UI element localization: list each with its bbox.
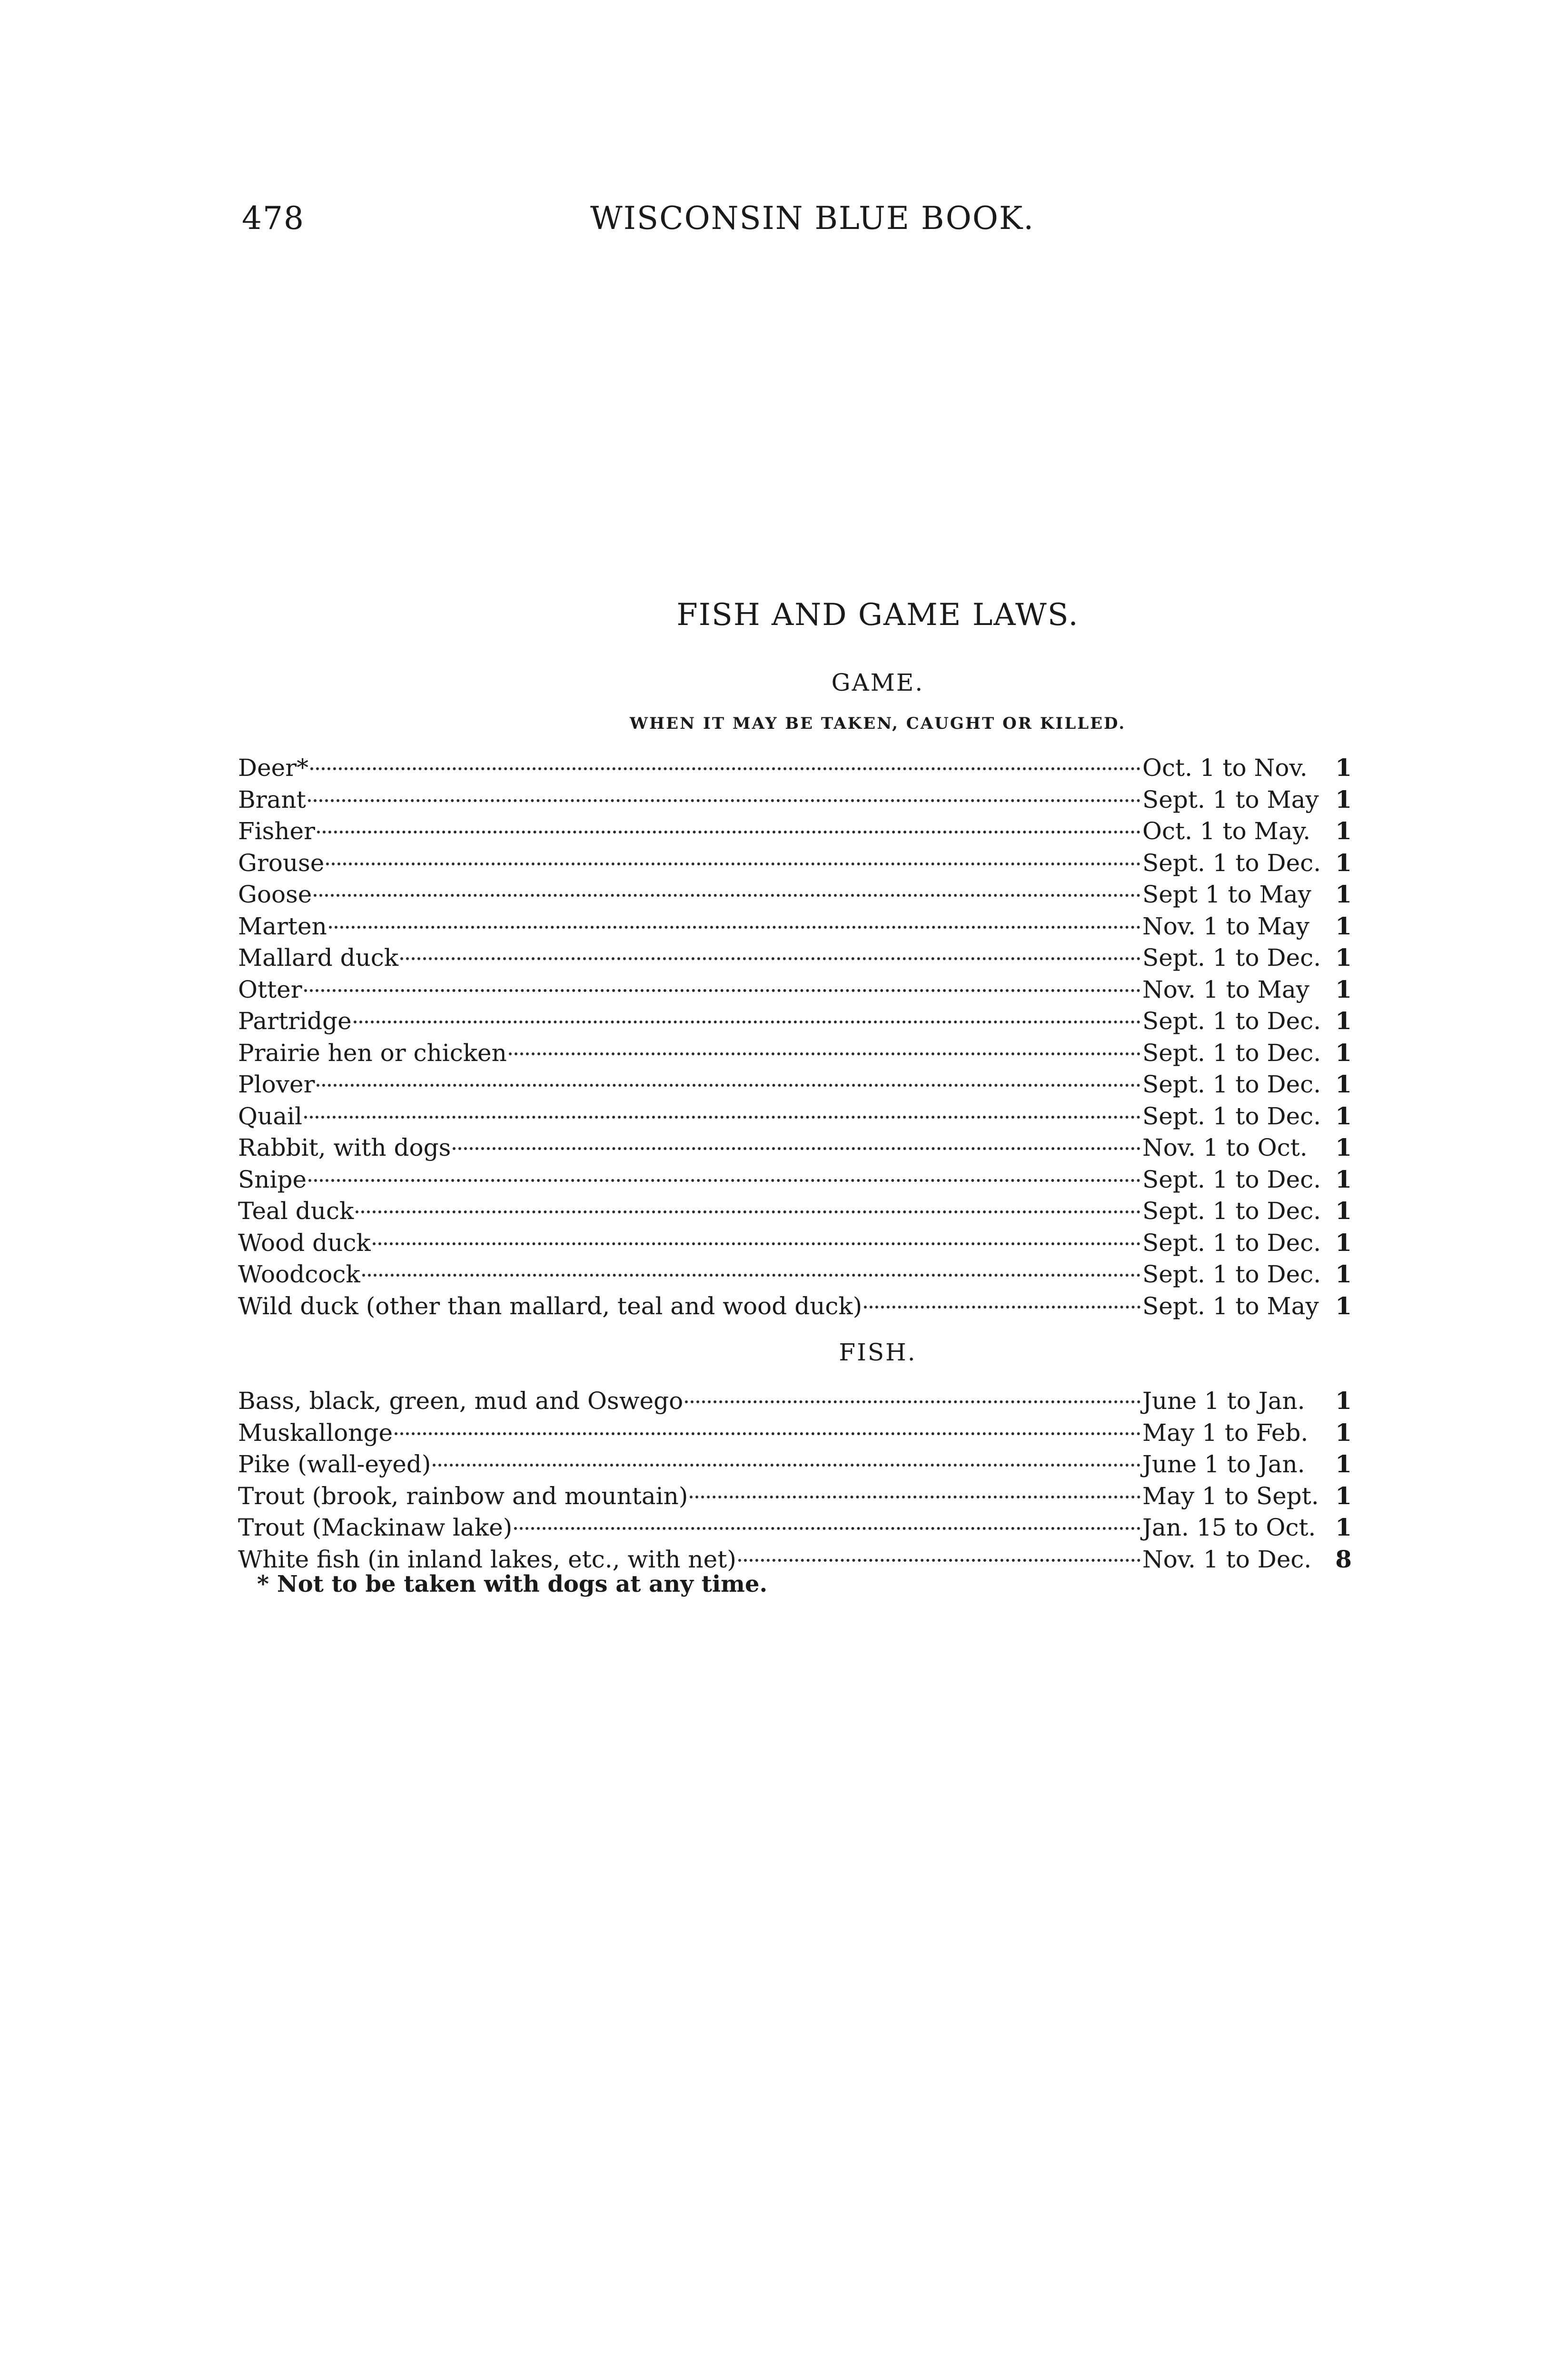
row-number: 1 bbox=[1335, 975, 1352, 1003]
row-season: Sept. 1 to May bbox=[1142, 785, 1319, 813]
row-number: 1 bbox=[1335, 1101, 1352, 1130]
fish-table bbox=[238, 1385, 1352, 1575]
row-number: 1 bbox=[1335, 1481, 1352, 1510]
table-row bbox=[238, 1164, 1352, 1196]
dot-leader bbox=[304, 989, 1140, 992]
dot-leader bbox=[433, 1464, 1140, 1467]
row-name: Deer* bbox=[238, 754, 309, 782]
row-season: Sept. 1 to Dec. bbox=[1142, 1229, 1321, 1257]
table-row bbox=[238, 911, 1352, 942]
row-number: 1 bbox=[1335, 1007, 1352, 1035]
row-name: Quail bbox=[238, 1102, 302, 1130]
dot-leader bbox=[395, 1432, 1140, 1435]
table-row bbox=[238, 815, 1352, 847]
row-number: 8 bbox=[1335, 1545, 1352, 1573]
row-season: Sept. 1 to Dec. bbox=[1142, 1197, 1321, 1225]
table-row bbox=[238, 1385, 1352, 1417]
row-name: Rabbit, with dogs bbox=[238, 1134, 451, 1161]
row-name: Woodcock bbox=[238, 1260, 360, 1288]
row-number: 1 bbox=[1335, 754, 1352, 782]
row-season: Nov. 1 to Dec. bbox=[1142, 1545, 1312, 1573]
dot-leader bbox=[356, 1210, 1140, 1213]
table-row bbox=[238, 1069, 1352, 1101]
row-name: Goose bbox=[238, 881, 312, 908]
row-name: Pike (wall-eyed) bbox=[238, 1450, 431, 1478]
row-season: June 1 to Jan. bbox=[1142, 1450, 1305, 1478]
dot-leader bbox=[310, 767, 1140, 770]
row-name: Brant bbox=[238, 785, 306, 813]
section-title: FISH AND GAME LAWS. bbox=[676, 597, 1079, 633]
row-name: Wild duck (other than mallard, teal and wood duck) bbox=[238, 1292, 862, 1320]
row-number: 1 bbox=[1335, 1070, 1352, 1098]
row-number: 1 bbox=[1335, 1133, 1352, 1161]
table-row bbox=[238, 1512, 1352, 1544]
row-number: 1 bbox=[1335, 1165, 1352, 1193]
row-name: Mallard duck bbox=[238, 944, 399, 972]
row-number: 1 bbox=[1335, 1228, 1352, 1257]
row-name: Snipe bbox=[238, 1165, 307, 1193]
table-row bbox=[238, 784, 1352, 816]
row-name: Wood duck bbox=[238, 1229, 371, 1257]
table-row bbox=[238, 1227, 1352, 1259]
dot-leader bbox=[326, 863, 1140, 865]
table-row bbox=[238, 1037, 1352, 1069]
row-season: May 1 to Feb. bbox=[1142, 1418, 1308, 1447]
game-caption: WHEN IT MAY BE TAKEN, CAUGHT OR KILLED. bbox=[629, 714, 1126, 733]
row-season: Sept. 1 to Dec. bbox=[1142, 1007, 1321, 1035]
dot-leader bbox=[329, 926, 1140, 929]
dot-leader bbox=[453, 1147, 1140, 1150]
dot-leader bbox=[738, 1559, 1140, 1562]
table-row bbox=[238, 1417, 1352, 1449]
dot-leader bbox=[304, 1116, 1140, 1119]
row-number: 1 bbox=[1335, 1038, 1352, 1067]
dot-leader bbox=[314, 894, 1140, 897]
dot-leader bbox=[400, 957, 1140, 960]
row-name: Prairie hen or chicken bbox=[238, 1039, 507, 1067]
row-season: May 1 to Sept. bbox=[1142, 1482, 1319, 1510]
row-season: Oct. 1 to May. bbox=[1142, 817, 1311, 845]
row-number: 1 bbox=[1335, 1291, 1352, 1320]
row-name: Plover bbox=[238, 1071, 315, 1098]
row-season: Sept. 1 to Dec. bbox=[1142, 1260, 1321, 1288]
row-season: Nov. 1 to May bbox=[1142, 912, 1310, 940]
row-name: Fisher bbox=[238, 817, 316, 845]
table-row bbox=[238, 1195, 1352, 1227]
dot-leader bbox=[690, 1496, 1140, 1498]
row-season: Sept. 1 to Dec. bbox=[1142, 944, 1321, 972]
row-season: Jan. 15 to Oct. bbox=[1142, 1514, 1316, 1541]
dot-leader bbox=[317, 1084, 1140, 1087]
row-season: Sept. 1 to Dec. bbox=[1142, 1102, 1321, 1130]
dot-leader bbox=[317, 831, 1140, 833]
row-name: Otter bbox=[238, 975, 302, 1003]
row-name: Trout (brook, rainbow and mountain) bbox=[238, 1482, 688, 1510]
row-season: Nov. 1 to May bbox=[1142, 975, 1310, 1003]
row-season: Sept. 1 to Dec. bbox=[1142, 1039, 1321, 1067]
row-number: 1 bbox=[1335, 1513, 1352, 1541]
row-name: Muskallonge bbox=[238, 1418, 393, 1447]
footnote: * Not to be taken with dogs at any time. bbox=[257, 1571, 768, 1597]
table-row bbox=[238, 752, 1352, 784]
dot-leader bbox=[354, 1021, 1140, 1023]
game-heading: GAME. bbox=[831, 669, 924, 696]
table-row bbox=[238, 1448, 1352, 1480]
page-number: 478 bbox=[242, 200, 305, 237]
row-season: Sept 1 to May bbox=[1142, 881, 1311, 908]
fish-heading: FISH. bbox=[839, 1339, 917, 1366]
row-number: 1 bbox=[1335, 1197, 1352, 1225]
row-number: 1 bbox=[1335, 1450, 1352, 1478]
dot-leader bbox=[373, 1242, 1140, 1245]
row-number: 1 bbox=[1335, 817, 1352, 845]
running-head: WISCONSIN BLUE BOOK. bbox=[590, 200, 1035, 237]
table-row bbox=[238, 1480, 1352, 1512]
row-name: White fish (in inland lakes, etc., with net) bbox=[238, 1545, 736, 1573]
row-number: 1 bbox=[1335, 912, 1352, 940]
table-row bbox=[238, 942, 1352, 974]
row-season: Sept. 1 to Dec. bbox=[1142, 1071, 1321, 1098]
row-season: Sept. 1 to Dec. bbox=[1142, 1165, 1321, 1193]
row-name: Partridge bbox=[238, 1007, 352, 1035]
row-season: Sept. 1 to May bbox=[1142, 1292, 1319, 1320]
row-number: 1 bbox=[1335, 1418, 1352, 1447]
table-row bbox=[238, 1005, 1352, 1037]
dot-leader bbox=[864, 1306, 1140, 1309]
row-name: Grouse bbox=[238, 849, 325, 877]
row-season: Sept. 1 to Dec. bbox=[1142, 849, 1321, 877]
table-row bbox=[238, 1132, 1352, 1164]
table-row bbox=[238, 1101, 1352, 1132]
dot-leader bbox=[308, 799, 1140, 802]
game-table bbox=[238, 752, 1352, 1322]
row-season: Oct. 1 to Nov. bbox=[1142, 754, 1308, 782]
row-number: 1 bbox=[1335, 943, 1352, 972]
dot-leader bbox=[685, 1400, 1140, 1403]
row-season: Nov. 1 to Oct. bbox=[1142, 1134, 1308, 1161]
table-row bbox=[238, 974, 1352, 1006]
row-number: 1 bbox=[1335, 880, 1352, 908]
row-season: June 1 to Jan. bbox=[1142, 1387, 1305, 1415]
table-row bbox=[238, 1259, 1352, 1290]
dot-leader bbox=[509, 1052, 1140, 1055]
table-row bbox=[238, 847, 1352, 879]
row-number: 1 bbox=[1335, 848, 1352, 877]
row-number: 1 bbox=[1335, 785, 1352, 813]
table-row bbox=[238, 879, 1352, 911]
dot-leader bbox=[308, 1179, 1140, 1182]
row-name: Marten bbox=[238, 912, 327, 940]
dot-leader bbox=[362, 1274, 1140, 1277]
row-name: Teal duck bbox=[238, 1197, 354, 1225]
dot-leader bbox=[514, 1527, 1140, 1530]
row-name: Bass, black, green, mud and Oswego bbox=[238, 1387, 684, 1415]
row-name: Trout (Mackinaw lake) bbox=[238, 1514, 513, 1541]
table-row bbox=[238, 1290, 1352, 1322]
row-number: 1 bbox=[1335, 1387, 1352, 1415]
row-number: 1 bbox=[1335, 1260, 1352, 1288]
